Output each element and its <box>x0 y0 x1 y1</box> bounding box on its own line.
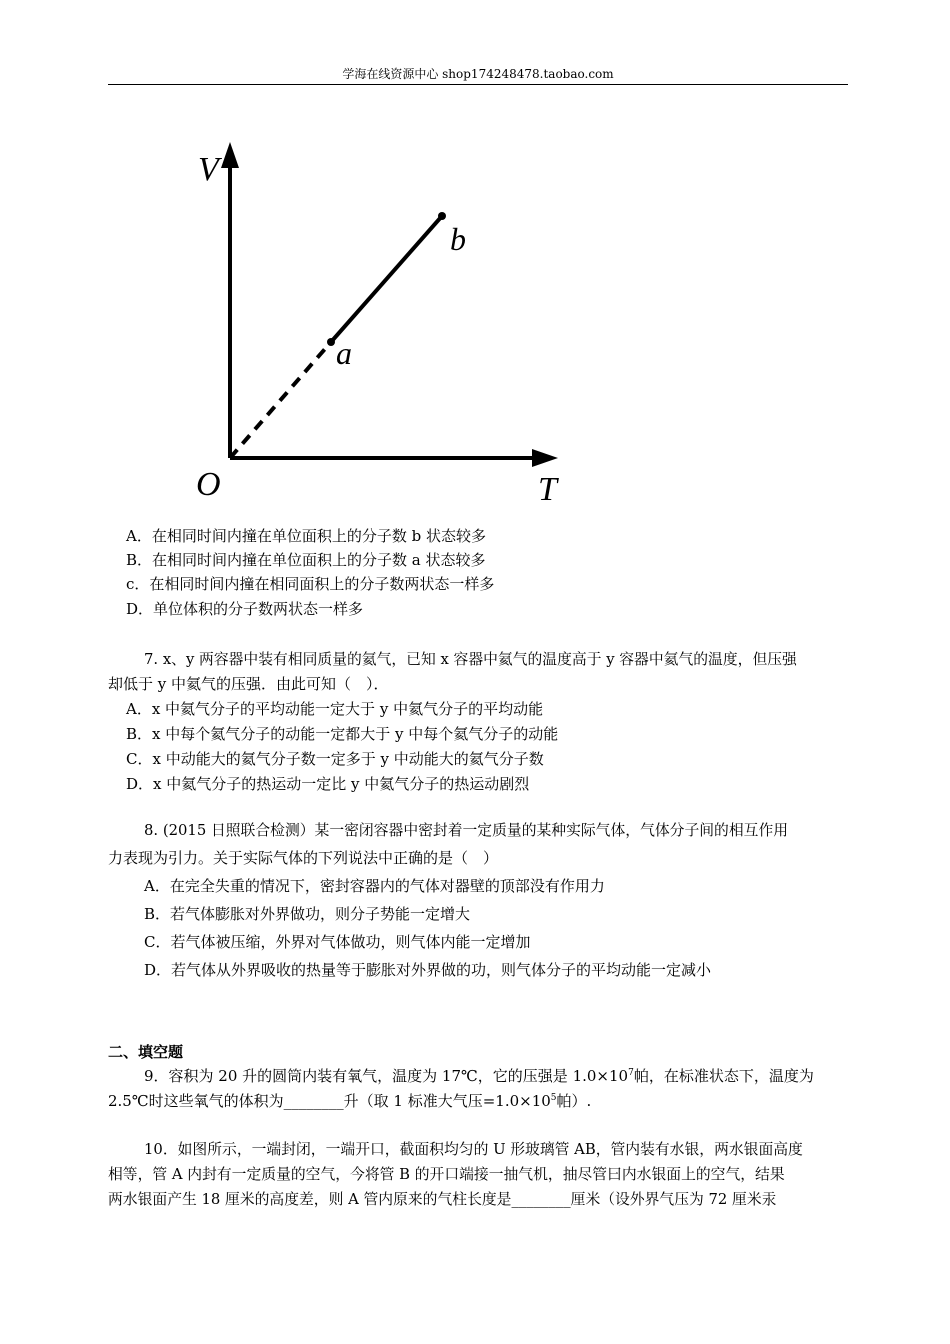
q8-option-a: A．在完全失重的情况下，密封容器内的气体对器壁的顶部没有作用力 <box>144 877 605 895</box>
point-b-label: b <box>450 221 466 257</box>
q8-option-d: D．若气体从外界吸收的热量等于膨胀对外界做的功，则气体分子的平均动能一定减小 <box>144 961 712 979</box>
page-header: 学海在线资源中心 shop174248478.taobao.com <box>342 67 614 81</box>
q10-line3: 两水银面产生 18 厘米的高度差，则 A 管内原来的气柱长度是________厘米（设外界气压为 72 厘米汞 <box>108 1191 777 1208</box>
q6-option-b: B．在相同时间内撞在单位面积上的分子数 a 状态较多 <box>126 551 486 569</box>
q7-option-a: A．x 中氦气分子的平均动能一定大于 y 中氦气分子的平均动能 <box>126 700 544 718</box>
q10-line1: 10．如图所示，一端封闭，一端开口，截面积均匀的 U 形玻璃管 AB，管内装有水银，两水银面高度 <box>144 1141 803 1158</box>
section-title-fill-in: 二、填空题 <box>108 1043 184 1061</box>
point-b <box>438 212 446 220</box>
point-a <box>327 338 335 346</box>
q8-option-b: B．若气体膨胀对外界做功，则分子势能一定增大 <box>144 905 471 923</box>
segment-ab <box>331 216 442 342</box>
header-rule <box>108 84 848 85</box>
q7-option-b: B．x 中每个氦气分子的动能一定都大于 y 中每个氦气分子的动能 <box>126 725 559 743</box>
origin-label: O <box>196 466 221 503</box>
t-axis-label: T <box>538 471 557 508</box>
q7-option-d: D．x 中氦气分子的热运动一定比 y 中氦气分子的热运动剧烈 <box>126 775 530 793</box>
q7-stem-line2: 却低于 y 中氦气的压强．由此可知（ ）． <box>108 675 389 693</box>
q8-stem-line2: 力表现为引力。关于实际气体的下列说法中正确的是（ ） <box>108 849 499 867</box>
point-a-label: a <box>336 335 352 371</box>
t-axis-arrow <box>532 449 558 467</box>
q7-option-c: C．x 中动能大的氦气分子数一定多于 y 中动能大的氦气分子数 <box>126 750 544 768</box>
q8-option-c: C．若气体被压缩，外界对气体做功，则气体内能一定增加 <box>144 933 531 951</box>
v-axis-arrow <box>221 142 239 168</box>
q9-line1: 9．容积为 20 升的圆筒内装有氧气，温度为 17℃，它的压强是 $1.0\times 10^7$帕，在标准状态下，温度为 <box>144 1067 814 1085</box>
v-axis-label: V <box>198 151 219 188</box>
dashed-extension <box>230 342 331 458</box>
q6-option-c: c．在相同时间内撞在相同面积上的分子数两状态一样多 <box>126 575 495 593</box>
q9-line2: 2.5℃时这些氧气的体积为________升（取 1 标准大气压$=1.0\times 10^5$帕）. <box>108 1092 592 1110</box>
q10-line2: 相等，管 A 内封有一定质量的空气，今将管 B 的开口端接一抽气机，抽尽管曰内水银面上的空气，结果 <box>108 1166 785 1183</box>
q7-stem-line1: 7. x、y 两容器中装有相同质量的氦气，已知 x 容器中氦气的温度高于 y 容器中氦气的温度，但压强 <box>144 651 797 668</box>
q6-option-d: D．单位体积的分子数两状态一样多 <box>126 600 364 618</box>
q8-stem-line1: 8. (2015 日照联合检测）某一密闭容器中密封着一定质量的某种实际气体，气体分子间的相互作用 <box>144 822 789 839</box>
q6-option-a: A．在相同时间内撞在单位面积上的分子数 b 状态较多 <box>126 527 486 545</box>
v-t-graph <box>190 140 590 510</box>
